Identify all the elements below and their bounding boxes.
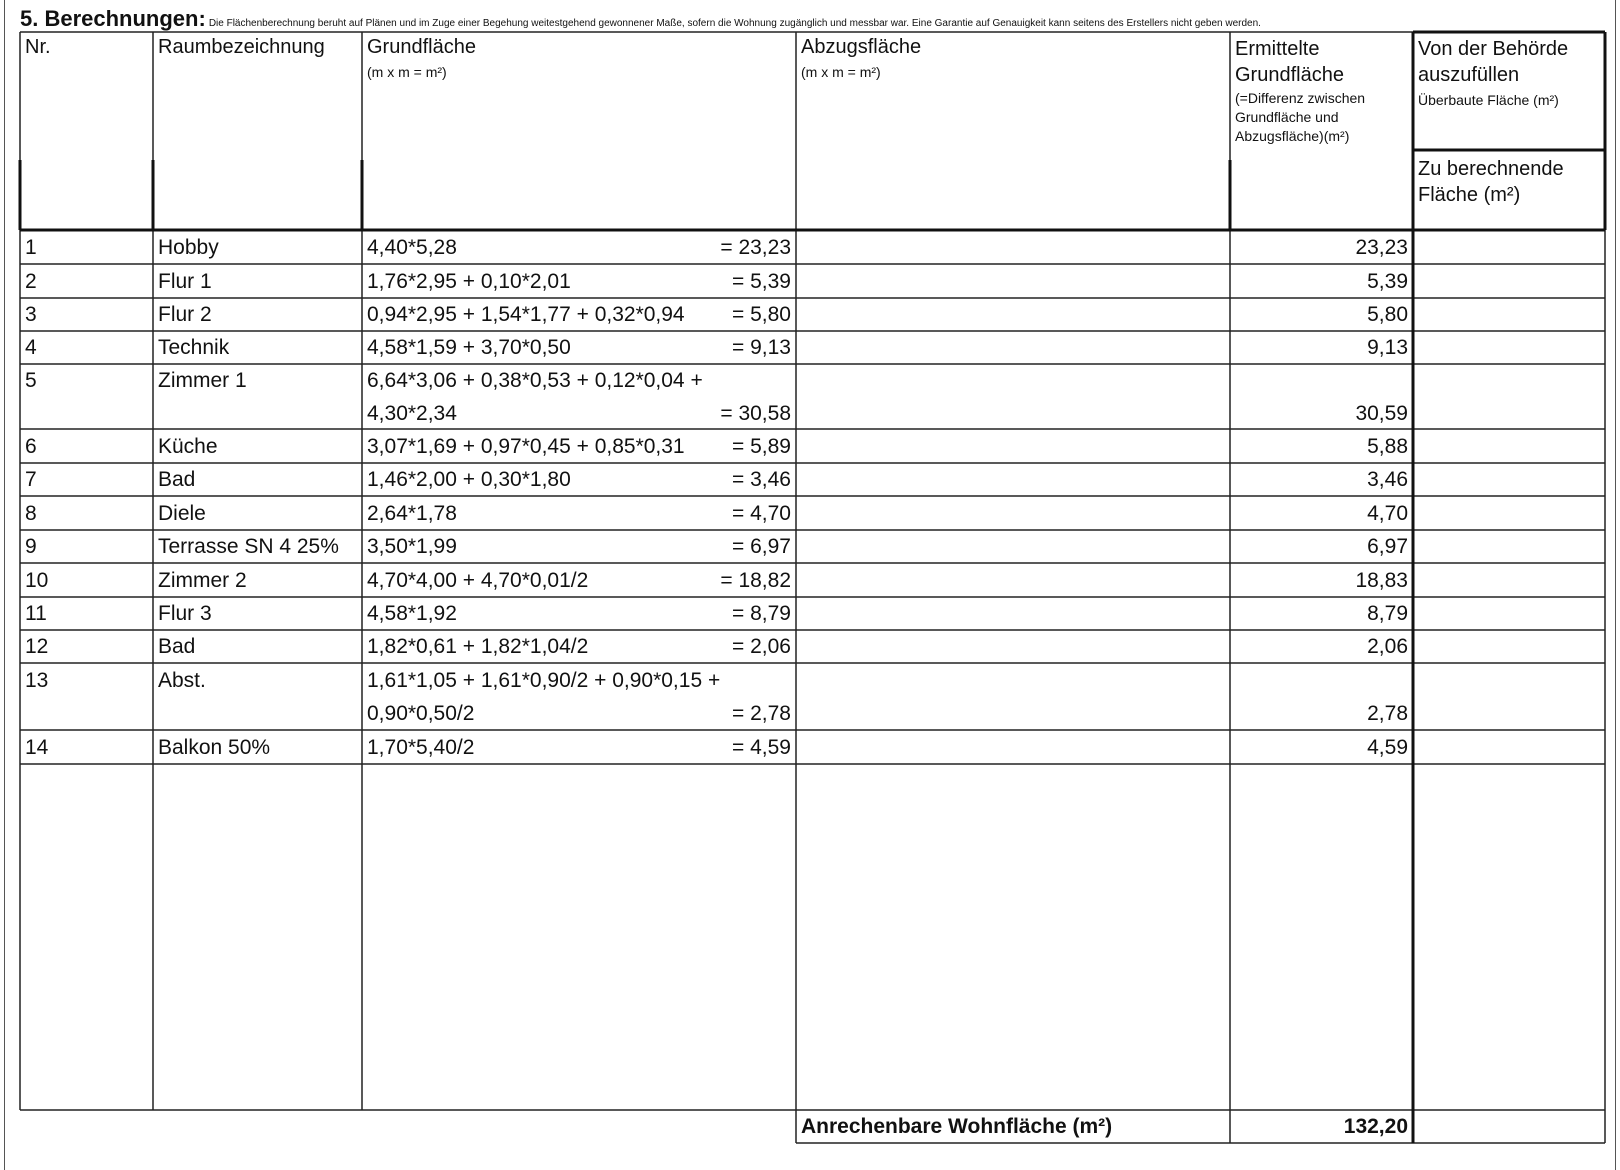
row-formula-continued: 0,90*0,50/2 <box>367 702 475 725</box>
row-raum: Hobby <box>158 236 219 259</box>
row-formula: 1,46*2,00 + 0,30*1,80 <box>367 468 571 491</box>
row-formula: 3,50*1,99 <box>367 535 457 558</box>
row-nr: 4 <box>25 336 37 359</box>
row-grundflaeche-result: = 6,97 <box>732 535 791 558</box>
row-nr: 8 <box>25 502 37 525</box>
row-formula: 4,58*1,92 <box>367 602 457 625</box>
row-ermittelt: 4,70 <box>1367 502 1408 525</box>
header-abzugsflaeche-unit: (m x m = m²) <box>801 64 881 80</box>
header-ermittelt-line1: Ermittelte <box>1235 38 1320 60</box>
row-formula: 6,64*3,06 + 0,38*0,53 + 0,12*0,04 + <box>367 369 703 392</box>
row-ermittelt: 3,46 <box>1367 468 1408 491</box>
row-grundflaeche-result: = 5,89 <box>732 435 791 458</box>
header-ermittelt-note3: Abzugsfläche)(m²) <box>1235 128 1350 144</box>
header-ermittelt-note1: (=Differenz zwischen <box>1235 90 1366 106</box>
row-raum: Abst. <box>158 669 206 692</box>
row-formula: 1,61*1,05 + 1,61*0,90/2 + 0,90*0,15 + <box>367 669 721 692</box>
header-zu-berechnende-line1: Zu berechnende <box>1418 158 1564 180</box>
row-grundflaeche-result: = 4,70 <box>732 502 791 525</box>
row-raum: Flur 1 <box>158 270 212 293</box>
row-grundflaeche-result: = 5,39 <box>732 270 791 293</box>
header-behoerde-line2: auszufüllen <box>1418 64 1520 86</box>
row-raum: Terrasse SN 4 25% <box>158 535 339 558</box>
row-raum: Bad <box>158 635 196 658</box>
total-label: Anrechenbare Wohnfläche (m²) <box>801 1115 1113 1138</box>
row-grundflaeche-result: = 4,59 <box>732 736 791 759</box>
row-ermittelt: 2,78 <box>1367 702 1408 725</box>
row-nr: 6 <box>25 435 37 458</box>
header-zu-berechnende-line2: Fläche (m²) <box>1418 184 1521 206</box>
row-raum: Bad <box>158 468 196 491</box>
row-grundflaeche-result: = 9,13 <box>732 336 791 359</box>
header-grundflaeche-unit: (m x m = m²) <box>367 64 447 80</box>
row-grundflaeche-result: = 5,80 <box>732 303 791 326</box>
row-formula: 3,07*1,69 + 0,97*0,45 + 0,85*0,31 <box>367 435 685 458</box>
header-abzugsflaeche: Abzugsfläche <box>801 36 922 58</box>
row-formula: 1,82*0,61 + 1,82*1,04/2 <box>367 635 589 658</box>
row-ermittelt: 5,88 <box>1367 435 1408 458</box>
row-ermittelt: 4,59 <box>1367 736 1408 759</box>
row-ermittelt: 8,79 <box>1367 602 1408 625</box>
row-raum: Flur 3 <box>158 602 212 625</box>
row-ermittelt: 18,83 <box>1355 569 1408 592</box>
row-grundflaeche-result: = 23,23 <box>720 236 791 259</box>
row-grundflaeche-result: = 18,82 <box>720 569 791 592</box>
row-ermittelt: 6,97 <box>1367 535 1408 558</box>
section-note: Die Flächenberechnung beruht auf Plänen und im Zuge einer Begehung weitestgehend gewonnener Maße, sofern die Wohnung zugänglich und messbar war. Eine Garantie auf Genauigkeit kann seitens des Erstellers nicht geben werden. <box>208 18 1261 29</box>
header-ermittelt-note2: Grundfläche und <box>1235 109 1339 125</box>
row-grundflaeche-result: = 2,06 <box>732 635 791 658</box>
total-value: 132,20 <box>1343 1115 1408 1138</box>
row-grundflaeche-result: = 3,46 <box>732 468 791 491</box>
row-ermittelt: 9,13 <box>1367 336 1408 359</box>
row-raum: Diele <box>158 502 206 525</box>
header-behoerde-line1: Von der Behörde <box>1418 38 1569 60</box>
row-raum: Küche <box>158 435 218 458</box>
header-grundflaeche: Grundfläche <box>367 36 476 58</box>
row-nr: 14 <box>25 736 49 759</box>
row-formula: 4,70*4,00 + 4,70*0,01/2 <box>367 569 589 592</box>
row-ermittelt: 5,80 <box>1367 303 1408 326</box>
row-nr: 11 <box>25 602 47 625</box>
row-ermittelt: 2,06 <box>1367 635 1408 658</box>
row-raum: Technik <box>158 336 230 359</box>
header-nr: Nr. <box>25 36 51 58</box>
row-raum: Zimmer 1 <box>158 369 247 392</box>
header-ueberbaute-flaeche: Überbaute Fläche (m²) <box>1418 92 1559 108</box>
row-formula-continued: 4,30*2,34 <box>367 402 457 425</box>
row-formula: 1,76*2,95 + 0,10*2,01 <box>367 270 571 293</box>
row-ermittelt: 23,23 <box>1355 236 1408 259</box>
row-nr: 2 <box>25 270 37 293</box>
row-ermittelt: 30,59 <box>1355 402 1408 425</box>
row-formula: 4,58*1,59 + 3,70*0,50 <box>367 336 571 359</box>
row-raum: Balkon 50% <box>158 736 271 759</box>
row-formula: 2,64*1,78 <box>367 502 457 525</box>
row-formula: 4,40*5,28 <box>367 236 457 259</box>
section-title: 5. Berechnungen: <box>20 6 206 31</box>
row-raum: Zimmer 2 <box>158 569 247 592</box>
row-nr: 10 <box>25 569 49 592</box>
row-nr: 12 <box>25 635 49 658</box>
row-nr: 5 <box>25 369 37 392</box>
row-grundflaeche-result: = 30,58 <box>720 402 791 425</box>
row-nr: 7 <box>25 468 37 491</box>
row-grundflaeche-result: = 2,78 <box>732 702 791 725</box>
row-formula: 1,70*5,40/2 <box>367 736 475 759</box>
row-nr: 1 <box>25 236 37 259</box>
row-nr: 9 <box>25 535 37 558</box>
row-nr: 3 <box>25 303 37 326</box>
header-raumbezeichnung: Raumbezeichnung <box>158 36 325 58</box>
row-formula: 0,94*2,95 + 1,54*1,77 + 0,32*0,94 <box>367 303 685 326</box>
row-grundflaeche-result: = 8,79 <box>732 602 791 625</box>
row-raum: Flur 2 <box>158 303 212 326</box>
row-nr: 13 <box>25 669 49 692</box>
row-ermittelt: 5,39 <box>1367 270 1408 293</box>
header-ermittelt-line2: Grundfläche <box>1235 64 1344 86</box>
